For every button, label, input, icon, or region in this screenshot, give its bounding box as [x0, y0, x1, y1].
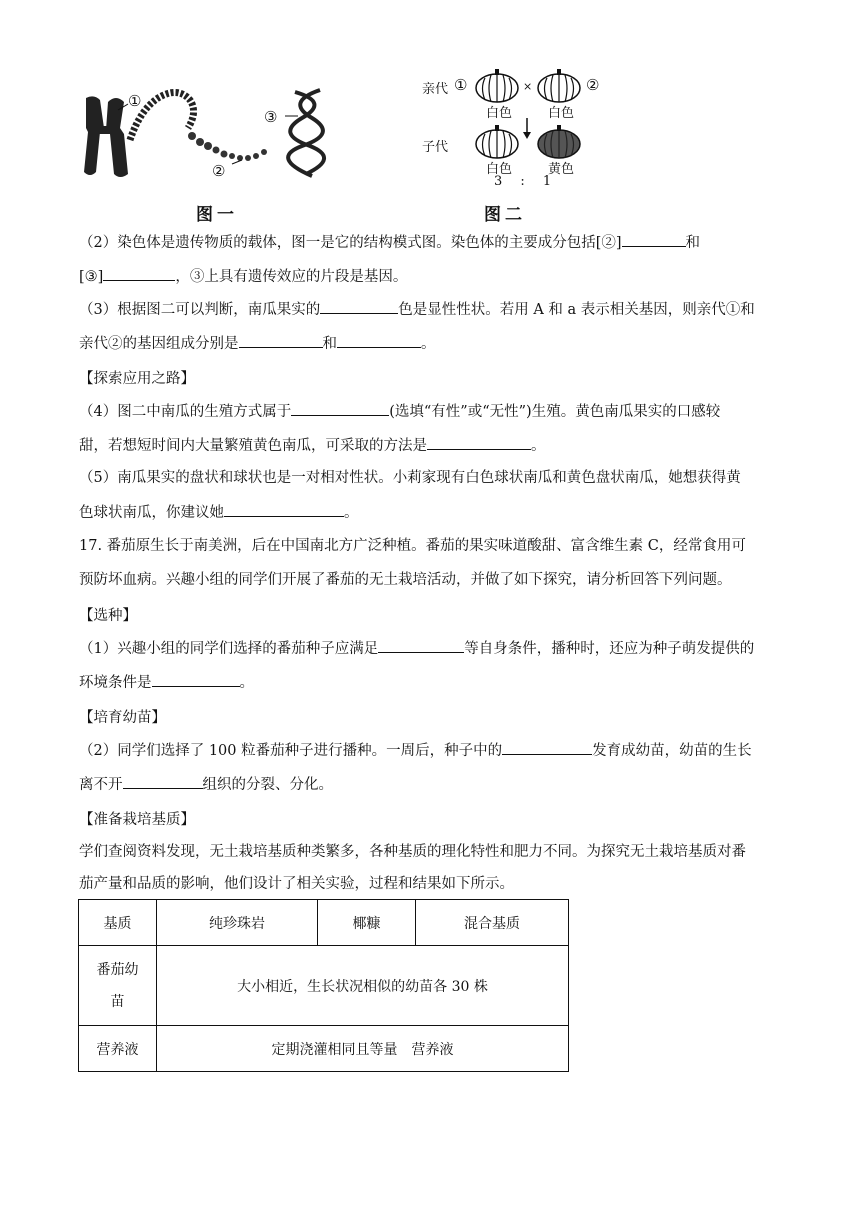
q17-line-2: 预防坏血病。兴趣小组的同学们开展了番茄的无土栽培活动，并做了如下探究，请分析回答下列问题。	[79, 572, 732, 588]
answer-blank[interactable]	[427, 435, 531, 450]
table-row	[79, 1026, 569, 1072]
section-heading: 【探索应用之路】	[79, 371, 195, 387]
parent-1-color: 白色	[486, 106, 513, 121]
header-cell: 纯珍珠岩	[157, 900, 318, 946]
figure-1-caption: 图一	[196, 205, 238, 225]
section-heading: 【选种】	[79, 608, 137, 624]
answer-blank[interactable]	[622, 232, 686, 247]
answer-blank[interactable]	[291, 401, 389, 416]
row-label-cell: 番茄幼 苗	[79, 946, 157, 1026]
answer-blank[interactable]	[239, 333, 323, 348]
q4-line-2: 甜，若想短时间内大量繁殖黄色南瓜，可采取的方法是 。	[79, 435, 546, 456]
header-cell: 椰糠	[318, 900, 416, 946]
header-cell: 混合基质	[416, 900, 569, 946]
q17-2-line-2: 离不开 组织的分裂、分化。	[79, 774, 333, 795]
q4-line-1: （4）图二中南瓜的生殖方式属于 (选填“有性”或“无性”)生殖。黄色南瓜果实的口感较	[79, 401, 720, 422]
table-row	[79, 946, 569, 1026]
figure-2-caption: 图二	[484, 205, 526, 225]
ratio-text: 3 : 1	[494, 174, 552, 189]
parent-1-marker: ①	[454, 76, 468, 94]
q3-line-1: （3）根据图二可以判断，南瓜果实的 色是显性性状。若用 A 和 a 表示相关基因，则亲代①和	[79, 299, 755, 320]
white-pumpkin-icon	[474, 68, 520, 104]
answer-blank[interactable]	[103, 266, 175, 281]
offspring-1-color: 白色	[486, 162, 513, 177]
answer-blank[interactable]	[337, 333, 421, 348]
parent-2-color: 白色	[548, 106, 575, 121]
q17-2-line-1: （2）同学们选择了 100 粒番茄种子进行播种。一周后，种子中的 发育成幼苗，幼苗的生长	[79, 740, 752, 761]
answer-blank[interactable]	[320, 299, 398, 314]
section-heading: 【培育幼苗】	[79, 710, 166, 726]
white-pumpkin-icon	[474, 124, 520, 160]
row-value-cell: 定期浇灌相同且等量 营养液	[157, 1026, 569, 1072]
offspring-2-color: 黄色	[548, 162, 575, 177]
answer-blank[interactable]	[123, 774, 203, 789]
white-pumpkin-icon	[536, 68, 582, 104]
experiment-table	[78, 899, 569, 1072]
q5-line-2: 色球状南瓜，你建议她 。	[79, 502, 359, 523]
offspring-label: 子代	[422, 140, 449, 155]
q17-1-line-1: （1）兴趣小组的同学们选择的番茄种子应满足 等自身条件，播种时，还应为种子萌发提供的	[79, 638, 754, 659]
q2-line-1: （2）染色体是遗传物质的载体，图一是它的结构模式图。染色体的主要成分包括[②] 和	[79, 232, 700, 253]
answer-blank[interactable]	[378, 638, 464, 653]
row-value-cell: 大小相近，生长状况相似的幼苗各 30 株	[157, 946, 569, 1026]
q2-line-2: [③] ，③上具有遗传效应的片段是基因。	[79, 266, 407, 287]
figure-chromosome-diagram	[80, 80, 350, 190]
yellow-pumpkin-icon	[536, 124, 582, 160]
section-heading: 【准备栽培基质】	[79, 812, 195, 828]
figure-pumpkin-cross	[420, 66, 620, 194]
answer-blank[interactable]	[224, 502, 344, 517]
parent-2-marker: ②	[586, 76, 600, 94]
label-1: ①	[128, 92, 142, 110]
intro-line-1: 学们查阅资料发现，无土栽培基质种类繁多，各种基质的理化特性和肥力不同。为探究无土栽培基质对番	[79, 844, 746, 860]
q5-line-1: （5）南瓜果实的盘状和球状也是一对相对性状。小莉家现有白色球状南瓜和黄色盘状南瓜，她想获得黄	[79, 470, 741, 486]
table-header-row	[79, 900, 569, 946]
answer-blank[interactable]	[152, 672, 240, 687]
arrow-down-icon	[522, 118, 532, 140]
row-label-cell: 营养液	[79, 1026, 157, 1072]
answer-blank[interactable]	[502, 740, 592, 755]
header-cell: 基质	[79, 900, 157, 946]
q17-line-1: 17. 番茄原生长于南美洲，后在中国南北方广泛种植。番茄的果实味道酸甜、富含维生素 C，经常食用可	[79, 538, 746, 554]
q3-line-2: 亲代②的基因组成分别是 和 。	[79, 333, 436, 354]
q17-1-line-2: 环境条件是 。	[79, 672, 254, 693]
parent-label: 亲代	[422, 82, 449, 97]
label-3: ③	[264, 108, 278, 126]
intro-line-2: 茄产量和品质的影响，他们设计了相关实验，过程和结果如下所示。	[79, 876, 514, 892]
cross-symbol: ×	[523, 80, 533, 93]
label-2: ②	[212, 162, 226, 180]
